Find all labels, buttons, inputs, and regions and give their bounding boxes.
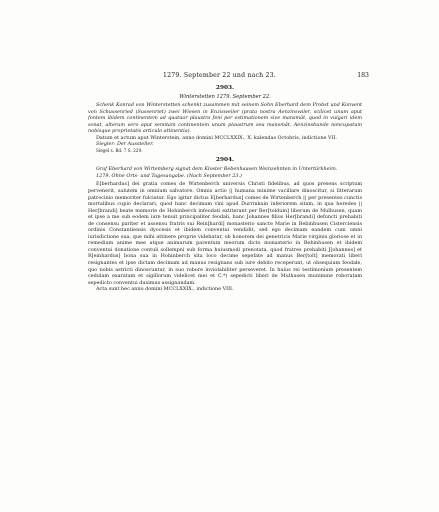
regest-2904: Graf Eberhard von Wirtemberg signat dem Kloster Bebenhausen Weinzehnten in Untertürkheim.: [96, 166, 338, 173]
dating-2903: Datum et actum aput Winterstein, anno domini MCCLXXIX., X. kalendas Octobris, indictione VII.: [96, 134, 337, 141]
closing-2904: Acta sunt hec anno domini MCCLXXIX., indictione VIII.: [96, 286, 234, 293]
page-body: [88, 85, 362, 293]
page-header: [0, 72, 439, 84]
document-number-2904: 2904.: [215, 157, 235, 164]
sealer-note-2903: Siegler: Der Aussteller.: [96, 141, 154, 148]
regest-2903: Schenk Konrad von Winterstetten schenkt zusammen mit seinem Sohn Eberhard dem Probst und Konvent von Schussenried (Sussenriet) zwei Wiesen in Enzisweiler (prata nostra Aenzinswiler, scilicet unum aput fontem ibidem continentem ad quatuor plaustra feni per estimationem sive mansmât, quod in vulgari idem sonat, alterum vero aput semitam continentem unum plaustrum seu mansmât, Aenzinsbunde noncupatum nobisque proprietatis articulo attinentia).: [88, 102, 362, 135]
seal-reference-2903: Siegel s. Bd. 7 S. 229.: [96, 147, 143, 153]
date-line-2904: 1279. Ohne Orts- und Tagesangabe. (Nach September 23.): [96, 172, 242, 179]
charter-text-2904: E[berhardus] dei gratia comes de Wirtenberch universis Christi fidelibus, ad quos presens scriptum pervenerit, salutem in omnium salvatore. Omnis actio || humana minime vacillare dinoscitur, si litterarum patrocinio memoriter fulciatur. Ego igitur dictus E[berhardus] comes de Wirtenberch || per presentes cunctis mortalibus cupio declarari, quod hanc decimam vini apud Durrinkain inferiorem sitam, in qua heredes || Her[brandi] beate memorie de Hohinberch infeodati extiterant per Ber[toldum] liberum de Mulhusen, quam et ipse a me sub eodem iure tenuit principaliter feodali, hanc Johannes filius Her[brandi] defuncti prehabiti de consensu pariter et assensu fratris sui Rein[hardi] monasterio sancte Marie in Bebinhusen Cisterciensis ordinis Constantiensis dyocesis et ibidem conventui vendidit, sed ego decimam eandem cum omni iurisdictione sua, que mihi attinere proprie videbatur, ob honorem dei genetricis Marie virginis gloriose et in remedium anime mee atque animarum parentum meorum dicto monasterio in Bebinhusen et ibidem conventui donatione contuli sollempni sub forma huiusmodi prenotata, quod fratres prehabiti J[ohannes] et R[einhardus] bona sua in Hohinberch sita loco decime sepefate ad manus Ber[tolt] memorati liberi resignantes et ipse dictam decimam ad manus resignans sub iure debito receperunt, ut obsequium feodale, quo nobis astricti dinoscuntur, in suo robore inviolabiliter perseveret. In huius rei testimonium presentem cedulam exaratam et sigillorum videlicet mei et C.*) sepedicti liberi de Mulhusen munimine roboratam sepedicto conventui duximus assignandam.: [88, 181, 362, 286]
page-number: 183: [357, 72, 369, 79]
place-date-2903: Winterstetten 1279. September 22.: [179, 94, 271, 100]
running-head: 1279. September 22 und nach 23.: [163, 72, 276, 79]
document-number-2903: 2903.: [215, 85, 235, 91]
